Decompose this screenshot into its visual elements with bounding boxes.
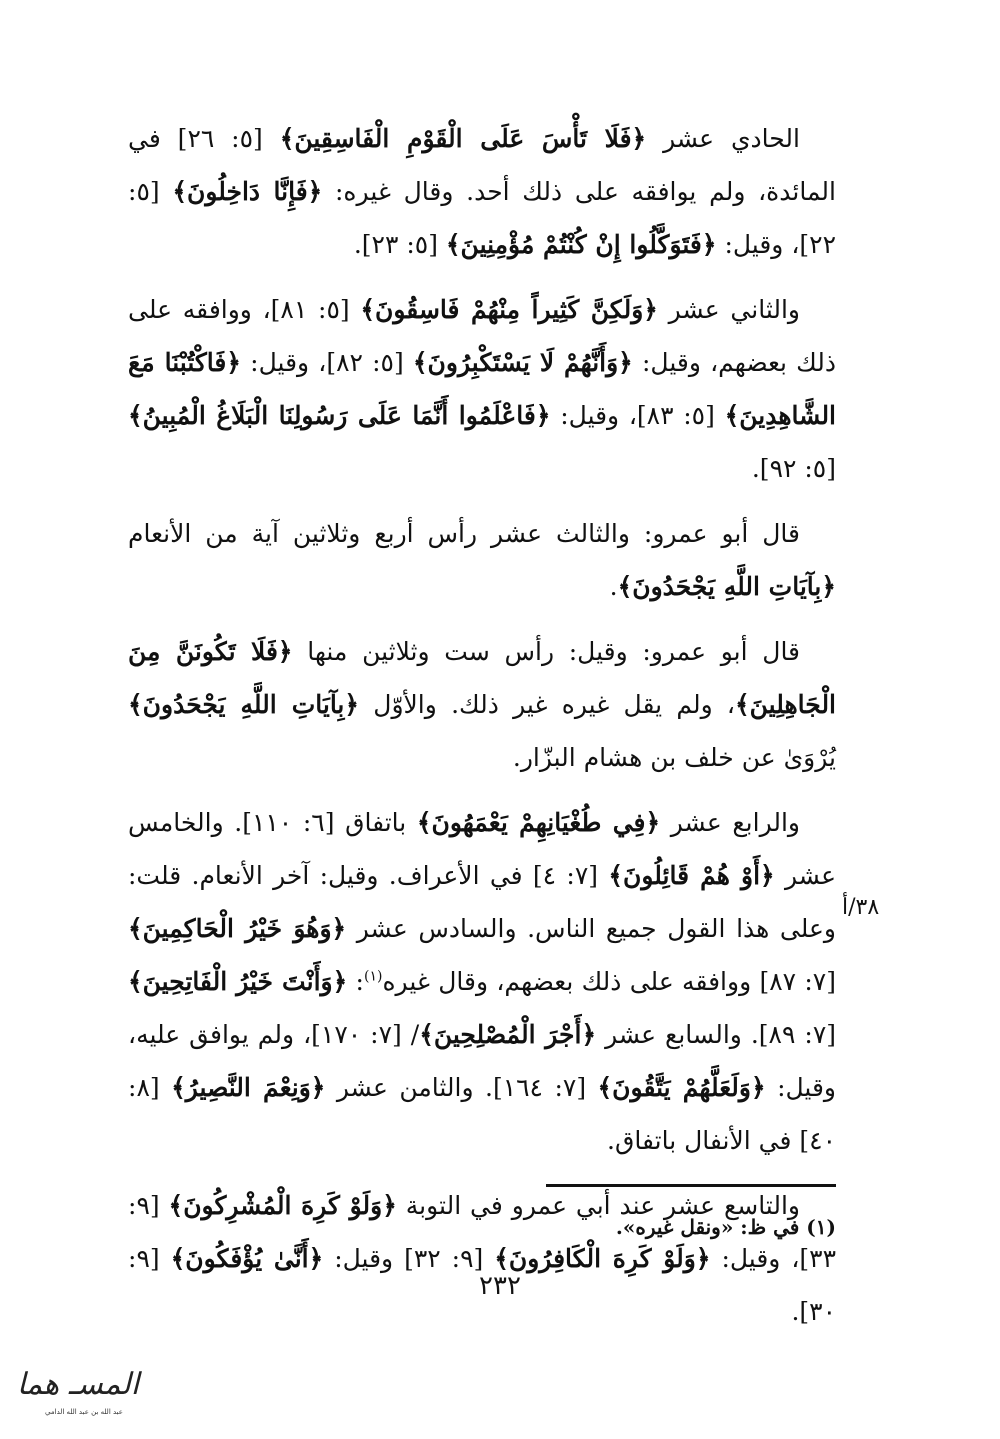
quran-verse: ﴿وَأَنَّهُمْ لَا يَسْتَكْبِرُونَ﴾ [412, 348, 633, 377]
quran-verse: ﴿فَلَا تَكُونَنَّ مِنَ الْجَاهِلِينَ﴾ [128, 637, 837, 719]
paragraph [128, 283, 836, 495]
text-segment: [٧: ٨٧] ووافقه على ذلك بعضهم، وقال غيره [382, 967, 836, 996]
paragraph [128, 507, 836, 613]
quran-verse: ﴿وَهُوَ خَيْرُ الْحَاكِمِينَ﴾ [128, 914, 347, 943]
text-segment: [٩: ٣٢] وقيل: [323, 1244, 495, 1273]
text-segment: باتفاق [٦: ١١٠]. والخامس عشر [128, 808, 837, 890]
quran-verse: ﴿وَلَعَلَّهُمْ يَتَّقُونَ﴾ [597, 1073, 766, 1102]
text-segment: [٥: ٨٣]، وقيل: [550, 401, 725, 430]
text-segment: [٥: ٨٢]، وقيل: [241, 348, 413, 377]
quran-verse: ﴿وَلَوْ كَرِهَ الْكَافِرُونَ﴾ [494, 1244, 711, 1273]
text-segment: . [609, 572, 618, 601]
text-segment: الحادي عشر [646, 124, 800, 153]
text-segment: [٥: ٢٦] في المائدة، ولم يوافقه على ذلك أحد. وقال غيره: [128, 124, 836, 206]
quran-verse: ﴿بِآيَاتِ اللَّهِ يَجْحَدُونَ﴾ [128, 690, 360, 719]
paragraph [128, 625, 836, 784]
quran-verse: ﴿وَلَوْ كَرِهَ الْمُشْرِكُونَ﴾ [168, 1191, 397, 1220]
footnote-divider [546, 1184, 836, 1187]
text-segment: والرابع عشر [660, 808, 800, 837]
footnote-marker: (١) [363, 968, 383, 985]
text-segment: : [347, 967, 364, 996]
text-segment: والتاسع عشر عند أبي عمرو في التوبة [396, 1191, 800, 1220]
quran-verse: ﴿وَنِعْمَ النَّصِيرُ﴾ [171, 1073, 326, 1102]
main-text [128, 112, 836, 1350]
text-segment: قال أبو عمرو: والثالث عشر رأس أربع وثلاثين آية من الأنعام [128, 519, 800, 548]
quran-verse: ﴿بِآيَاتِ اللَّهِ يَجْحَدُونَ﴾ [617, 572, 836, 601]
quran-verse: ﴿فَاكْتُبْنَا مَعَ الشَّاهِدِينَ﴾ [128, 348, 837, 430]
paragraph [128, 112, 836, 271]
text-segment: [٩: ٣٠]. [128, 1244, 836, 1326]
quran-verse: ﴿وَأَنْتَ خَيْرُ الْفَاتِحِينَ﴾ [128, 967, 348, 996]
quran-verse: ﴿فَلَا تَأْسَ عَلَى الْقَوْمِ الْفَاسِقِينَ﴾ [279, 124, 647, 153]
quran-verse: ﴿وَلَكِنَّ كَثِيراً مِنْهُمْ فَاسِقُونَ﴾ [360, 295, 658, 324]
text-segment: [٩: ٣٣]، وقيل: [128, 1191, 837, 1273]
logo-text: المسـ هما [16, 1367, 140, 1402]
text-segment: [٨: ٤٠] في الأنفال باتفاق. [128, 1073, 836, 1155]
text-segment: [٥: ٨١]، ووافقه على ذلك بعضهم، وقيل: [128, 295, 837, 377]
quran-verse: ﴿أَنَّىٰ يُؤْفَكُونَ﴾ [170, 1244, 324, 1273]
text-segment: والثاني عشر [657, 295, 801, 324]
text-segment: [٥: ٢٣]. [353, 230, 446, 259]
paragraph [128, 796, 836, 1167]
quran-verse: ﴿فِي طُغْيَانِهِمْ يَعْمَهُونَ﴾ [416, 808, 661, 837]
calligraphy-logo [14, 1360, 144, 1420]
quran-verse: ﴿فَتَوَكَّلُوا إِنْ كُنْتُمْ مُؤْمِنِينَ﴾ [445, 230, 717, 259]
footnote: (١) في ظ: «ونقل غيره». [615, 1215, 836, 1239]
text-segment: [٧: ٤] في الأعراف. وقيل: آخر الأنعام. قلت: وعلى هذا القول جميع الناس. والسادس عشر [128, 861, 836, 943]
manuscript-folio-note: ٣٨/أ [842, 895, 880, 920]
paragraph [128, 1179, 836, 1338]
page-number: ٢٣٢ [479, 1271, 521, 1301]
text-segment: [٥: ٢٢]، وقيل: [128, 177, 836, 259]
quran-verse: ﴿أَوْ هُمْ قَائِلُونَ﴾ [608, 861, 775, 890]
quran-verse: ﴿فَإِنَّا دَاخِلُونَ﴾ [172, 177, 323, 206]
text-segment: قال أبو عمرو: وقيل: رأس ست وثلاثين منها [292, 637, 801, 666]
text-segment: يُرْوَىٰ عن خلف بن هشام البزّار. [512, 743, 836, 772]
text-segment: [٥: ٩٢]. [751, 454, 836, 483]
quran-verse: ﴿فَاعْلَمُوا أَنَّمَا عَلَى رَسُولِنَا الْبَلَاغُ الْمُبِينُ﴾ [128, 401, 551, 430]
logo-subtext: عبد الله بن عبد الله الدامي [45, 1408, 123, 1416]
text-segment: [٧: ١٦٤]. والثامن عشر [325, 1073, 598, 1102]
quran-verse: ﴿أَجْرَ الْمُصْلِحِينَ﴾ [419, 1020, 597, 1049]
text-segment: ، ولم يقل غيره غير ذلك. والأوّل [359, 690, 735, 719]
text-segment: [٧: ٨٩]. والسابع عشر [596, 1020, 837, 1049]
text-segment: / [٧: ١٧٠]، ولم يوافق عليه، وقيل: [128, 1020, 836, 1102]
